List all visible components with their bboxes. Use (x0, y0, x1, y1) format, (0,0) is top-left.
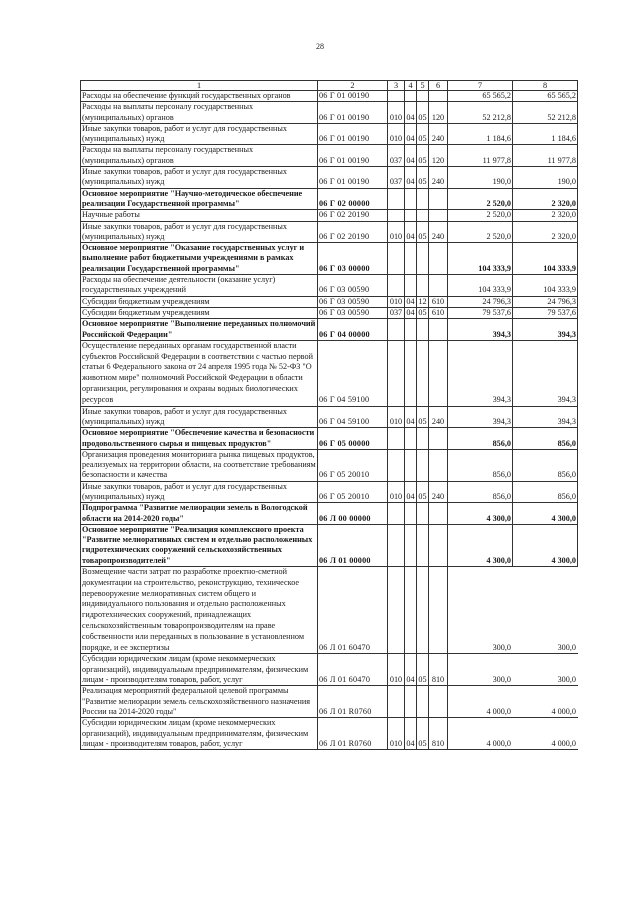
row-amount-year1: 1 184,6 (448, 123, 513, 145)
row-subsection: 05 (417, 145, 429, 167)
row-name: Субсидии бюджетным учреждениям (81, 296, 318, 307)
row-section: 04 (405, 167, 417, 189)
row-section (405, 428, 417, 450)
table-row (81, 340, 578, 406)
row-code: 06 Л 01 00000 (318, 524, 388, 566)
row-subsection: 05 (417, 221, 429, 243)
row-section (405, 275, 417, 297)
row-section: 04 (405, 718, 417, 750)
row-expense-type (429, 428, 448, 450)
row-name: Иные закупки товаров, работ и услуг для государственных (муниципальных) нужд (81, 481, 318, 503)
row-name: Иные закупки товаров, работ и услуг для государственных (муниципальных) нужд (81, 123, 318, 145)
table-row (81, 296, 578, 307)
row-amount-year2: 104 333,9 (513, 275, 578, 297)
row-expense-type (429, 243, 448, 275)
row-subsection (417, 340, 429, 406)
row-amount-year2: 856,0 (513, 449, 578, 481)
row-name: Научные работы (81, 210, 318, 221)
row-section (405, 686, 417, 718)
row-code: 06 Г 04 59100 (318, 406, 388, 428)
row-amount-year1: 856,0 (448, 428, 513, 450)
row-code: 06 Л 01 60470 (318, 654, 388, 686)
row-name: Субсидии юридическим лицам (кроме некоммерческих организаций), индивидуальным предпринимателям, физическим лицам - производителям товаров, работ, услуг (81, 718, 318, 750)
row-expense-type (429, 686, 448, 718)
row-amount-year2: 300,0 (513, 654, 578, 686)
row-amount-year1: 2 520,0 (448, 221, 513, 243)
header-cell: 5 (417, 81, 429, 91)
row-name: Расходы на обеспечение функций государственных органов (81, 91, 318, 102)
row-name: Реализация мероприятий федеральной целевой программы "Развитие мелиорации земель сельскохозяйственного назначения России на 2014-2020 годы" (81, 686, 318, 718)
table-header-row (81, 81, 578, 91)
row-name: Организация проведения мониторинга рынка пищевых продуктов, реализуемых на территории области, на соответствие требованиям безопасности и качества (82, 449, 316, 480)
row-amount-year2: 2 320,0 (513, 188, 578, 210)
table-row (81, 91, 578, 102)
row-amount-year2: 2 320,0 (513, 221, 578, 243)
row-amount-year1: 856,0 (448, 449, 513, 481)
row-subsection (417, 91, 429, 102)
row-subsection: 05 (417, 123, 429, 145)
table-row (81, 243, 578, 275)
row-code: 06 Г 03 00000 (318, 243, 388, 275)
row-ministry (388, 449, 405, 481)
row-code: 06 Г 02 20190 (318, 210, 388, 221)
row-section: 04 (405, 221, 417, 243)
row-amount-year2: 79 537,6 (513, 307, 578, 318)
row-section (405, 567, 417, 654)
row-expense-type (429, 524, 448, 566)
row-code: 06 Г 02 00000 (318, 188, 388, 210)
row-subsection: 05 (417, 167, 429, 189)
row-expense-type (429, 319, 448, 341)
row-code: 06 Г 05 20010 (318, 449, 388, 481)
row-amount-year2: 856,0 (513, 428, 578, 450)
row-amount-year2: 394,3 (513, 319, 578, 341)
table-row (81, 428, 578, 450)
row-section (405, 503, 417, 525)
table-row (81, 123, 578, 145)
row-expense-type (429, 91, 448, 102)
row-expense-type: 240 (429, 481, 448, 503)
row-subsection (417, 686, 429, 718)
row-ministry (388, 91, 405, 102)
row-subsection (417, 210, 429, 221)
row-subsection (417, 319, 429, 341)
row-section (405, 319, 417, 341)
table-body (81, 81, 578, 750)
row-name: Осуществление переданных органам государственной власти субъектов Российской Федерации в соответствии с частью первой статьи 6 Федерального закона от 24 апреля 1995 года № 52-ФЗ "О животном мире" полномочий Российской Федерации в области организации, регулирования и охраны водных биологических ресурсов (81, 340, 318, 406)
row-expense-type: 610 (429, 296, 448, 307)
row-ministry (388, 686, 405, 718)
row-code: 06 Г 02 20190 (318, 221, 388, 243)
table-row (81, 188, 578, 210)
row-expense-type: 240 (429, 221, 448, 243)
table-row (81, 654, 578, 686)
row-amount-year1: 190,0 (448, 167, 513, 189)
row-ministry: 010 (388, 406, 405, 428)
row-code: 06 Г 03 00590 (318, 275, 388, 297)
row-section: 04 (405, 123, 417, 145)
row-expense-type: 240 (429, 167, 448, 189)
table-row (81, 449, 578, 481)
row-section: 04 (406, 296, 415, 306)
budget-table (80, 80, 578, 750)
row-amount-year2: 4 300,0 (513, 524, 578, 566)
row-subsection (417, 503, 429, 525)
table-row (81, 145, 578, 167)
row-amount-year2: 190,0 (513, 167, 578, 189)
row-name: Основное мероприятие "Оказание государственных услуг и выполнение работ бюджетными учреждениями в рамках реализации Государственной программы" (81, 243, 318, 275)
row-ministry (388, 243, 405, 275)
row-amount-year2: 52 212,8 (513, 102, 578, 124)
row-subsection: 05 (418, 307, 427, 317)
row-section (405, 340, 417, 406)
row-expense-type: 240 (429, 123, 448, 145)
table-row (81, 481, 578, 503)
row-amount-year1: 300,0 (448, 567, 513, 654)
row-code: 06 Г 05 00000 (318, 428, 388, 450)
row-name: Иные закупки товаров, работ и услуг для государственных (муниципальных) нужд (81, 221, 318, 243)
row-name: Расходы на выплаты персоналу государственных (муниципальных) органов (81, 102, 318, 124)
row-amount-year2: 4 000,0 (513, 686, 578, 718)
row-ministry (388, 340, 405, 406)
row-ministry: 010 (388, 654, 405, 686)
row-section: 04 (405, 406, 417, 428)
row-expense-type: 610 (429, 307, 448, 318)
row-section: 04 (405, 481, 417, 503)
row-expense-type: 120 (429, 145, 448, 167)
row-amount-year1: 394,3 (448, 406, 513, 428)
row-subsection (417, 243, 429, 275)
row-section: 04 (405, 102, 417, 124)
row-name: Основное мероприятие "Обеспечение качества и безопасности продовольственного сырья и пищевых продуктов" (81, 428, 318, 450)
header-cell: 1 (81, 81, 318, 91)
table-row (81, 319, 578, 341)
row-subsection: 05 (417, 406, 429, 428)
row-ministry (388, 428, 405, 450)
header-cell: 3 (388, 81, 405, 91)
row-subsection: 05 (417, 654, 429, 686)
row-section: 04 (406, 307, 415, 317)
row-amount-year2: 104 333,9 (513, 243, 578, 275)
row-subsection (417, 275, 429, 297)
table-row (81, 567, 578, 654)
row-subsection: 05 (417, 718, 429, 750)
row-name: Расходы на обеспечение деятельности (оказание услуг) государственных учреждений (81, 275, 318, 297)
row-ministry (388, 275, 405, 297)
row-ministry: 010 (388, 481, 405, 503)
row-code: 06 Г 05 20010 (318, 481, 388, 503)
row-expense-type (429, 503, 448, 525)
table-row (81, 503, 578, 525)
page-number: 28 (316, 42, 324, 51)
row-subsection: 05 (417, 102, 429, 124)
table-row (81, 718, 578, 750)
row-section (405, 243, 417, 275)
row-section (405, 524, 417, 566)
row-ministry: 037 (388, 167, 405, 189)
row-amount-year2: 11 977,8 (513, 145, 578, 167)
row-ministry: 037 (388, 145, 405, 167)
row-name: Основное мероприятие "Научно-методическое обеспечение реализации Государственной программы" (81, 188, 318, 210)
header-cell: 2 (318, 81, 388, 91)
row-subsection (417, 188, 429, 210)
row-code: 06 Л 00 00000 (318, 503, 388, 525)
row-expense-type (429, 275, 448, 297)
row-name: Иные закупки товаров, работ и услуг для государственных (муниципальных) нужд (81, 406, 318, 428)
row-name: Основное мероприятие "Реализация комплексного проекта "Развитие мелиоративных систем и отдельно расположенных гидротехнических сооружений сельскохозяйственных товаропроизводителей" (81, 524, 318, 566)
row-name: Возмещение части затрат по разработке проектно-сметной документации на строительство, реконструкцию, техническое перевооружение мелиоративных систем общего и индивидуального пользования и отдельно расположенных гидротехнических сооружений, принадлежащих сельскохозяйственным товаропроизводителям на праве собственности или переданных в пользование в установленном порядке, и ее экспертизы (81, 567, 318, 654)
row-amount-year1: 2 520,0 (448, 188, 513, 210)
row-code: 06 Л 01 R0760 (318, 718, 388, 750)
header-cell: 6 (429, 81, 448, 91)
table-row (81, 102, 578, 124)
row-amount-year1: 394,3 (448, 340, 513, 406)
row-amount-year1: 2 520,0 (448, 210, 513, 221)
row-subsection (417, 524, 429, 566)
row-section: 04 (405, 654, 417, 686)
row-name: Иные закупки товаров, работ и услуг для государственных (муниципальных) нужд (81, 167, 318, 189)
row-ministry: 010 (388, 221, 405, 243)
row-ministry: 010 (388, 718, 405, 750)
row-section (405, 449, 417, 481)
row-amount-year1: 79 537,6 (448, 307, 513, 318)
row-expense-type: 240 (429, 406, 448, 428)
row-name: Субсидии бюджетным учреждениям (81, 307, 318, 318)
row-subsection (417, 567, 429, 654)
row-ministry: 010 (388, 123, 405, 145)
row-amount-year2: 856,0 (513, 481, 578, 503)
row-expense-type (429, 210, 448, 221)
row-amount-year2: 24 796,3 (513, 296, 578, 307)
table-row (81, 275, 578, 297)
row-code: 06 Г 01 00190 (318, 102, 388, 124)
row-name: Основное мероприятие "Выполнение переданных полномочий Российской Федерации" (81, 319, 318, 341)
row-amount-year2: 65 565,2 (513, 91, 578, 102)
row-amount-year1: 24 796,3 (448, 296, 513, 307)
row-expense-type (429, 449, 448, 481)
row-ministry (388, 210, 405, 221)
row-amount-year1: 104 333,9 (448, 275, 513, 297)
row-amount-year1: 394,3 (448, 319, 513, 341)
row-expense-type: 810 (429, 718, 448, 750)
row-expense-type: 810 (429, 654, 448, 686)
row-name: Субсидии юридическим лицам (кроме некоммерческих организаций), индивидуальным предпринимателям, физическим лицам - производителям товаров, работ, услуг (81, 654, 318, 686)
row-amount-year2: 394,3 (513, 406, 578, 428)
row-section (405, 188, 417, 210)
row-expense-type: 120 (429, 102, 448, 124)
row-ministry (388, 188, 405, 210)
row-amount-year1: 52 212,8 (448, 102, 513, 124)
row-name: Расходы на выплаты персоналу государственных (муниципальных) органов (81, 145, 318, 167)
row-subsection (417, 428, 429, 450)
table-row (81, 221, 578, 243)
row-code: 06 Г 01 00190 (318, 123, 388, 145)
row-ministry (388, 503, 405, 525)
row-expense-type (429, 188, 448, 210)
table-row (81, 686, 578, 718)
row-amount-year2: 394,3 (513, 340, 578, 406)
row-code: 06 Г 01 00190 (318, 167, 388, 189)
row-code: 06 Г 01 00190 (318, 91, 388, 102)
header-cell: 8 (513, 81, 578, 91)
table-row (81, 167, 578, 189)
row-ministry: 010 (388, 102, 405, 124)
row-ministry (388, 319, 405, 341)
row-amount-year1: 4 000,0 (448, 718, 513, 750)
row-subsection: 05 (417, 481, 429, 503)
table-row (81, 210, 578, 221)
row-amount-year1: 4 000,0 (448, 686, 513, 718)
row-amount-year1: 11 977,8 (448, 145, 513, 167)
row-amount-year2: 4 300,0 (513, 503, 578, 525)
row-section (405, 210, 417, 221)
row-ministry: 010 (388, 296, 405, 307)
row-ministry (388, 524, 405, 566)
row-amount-year2: 300,0 (513, 567, 578, 654)
row-amount-year1: 4 300,0 (448, 503, 513, 525)
row-code: 06 Г 01 00190 (318, 145, 388, 167)
row-section: 04 (405, 145, 417, 167)
header-cell: 4 (405, 81, 417, 91)
row-amount-year1: 856,0 (448, 481, 513, 503)
row-subsection (417, 449, 429, 481)
row-amount-year2: 2 320,0 (513, 210, 578, 221)
row-code: 06 Л 01 R0760 (318, 686, 388, 718)
table-row (81, 524, 578, 566)
row-subsection: 12 (418, 296, 427, 306)
row-amount-year1: 104 333,9 (448, 243, 513, 275)
row-amount-year1: 4 300,0 (448, 524, 513, 566)
row-amount-year1: 65 565,2 (448, 91, 513, 102)
row-code: 06 Г 04 59100 (318, 340, 388, 406)
row-expense-type (429, 340, 448, 406)
row-name: Подпрограмма "Развитие мелиорации земель в Вологодской области на 2014-2020 годы" (81, 503, 318, 525)
row-amount-year1: 300,0 (448, 654, 513, 686)
row-amount-year2: 1 184,6 (513, 123, 578, 145)
row-code: 06 Г 03 00590 (318, 307, 388, 318)
header-cell: 7 (448, 81, 513, 91)
row-amount-year2: 4 000,0 (513, 718, 578, 750)
table-row (81, 307, 578, 318)
table-row (81, 406, 578, 428)
row-expense-type (429, 567, 448, 654)
row-ministry: 037 (388, 307, 405, 318)
row-ministry (388, 567, 405, 654)
row-code: 06 Г 04 00000 (318, 319, 388, 341)
row-code: 06 Л 01 60470 (318, 567, 388, 654)
row-section (405, 91, 417, 102)
row-code: 06 Г 03 00590 (318, 296, 388, 307)
